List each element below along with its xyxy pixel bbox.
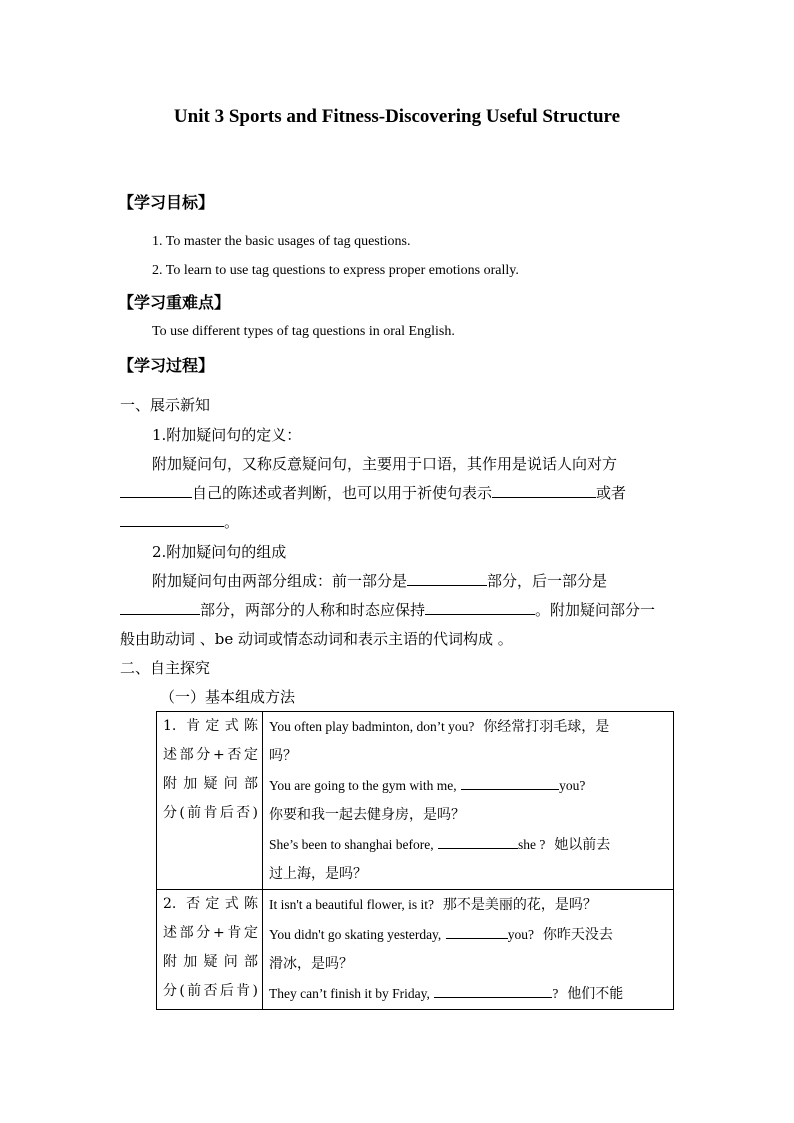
- answer-blank[interactable]: [120, 483, 192, 498]
- example-line: You are going to the gym with me, you?: [269, 771, 667, 801]
- composition-line-1: 附加疑问句由两部分组成：前一部分是 部分，后一部分是: [152, 572, 608, 590]
- key-points-heading: 【学习重难点】: [118, 293, 231, 312]
- definition-line-3: 。: [120, 511, 239, 532]
- example-line: You often play badminton, don’t you? 你经常打羽毛球，是: [269, 719, 610, 735]
- example-line: You didn't go skating yesterday, you? 你昨天没去: [269, 920, 667, 950]
- objectives-heading: 【学习目标】: [118, 193, 215, 212]
- process-heading: 【学习过程】: [118, 356, 215, 375]
- examples-cell: [263, 712, 674, 890]
- table-row: [157, 890, 674, 1010]
- category-line: 述部分+否定: [163, 747, 258, 763]
- composition-title: 2.附加疑问句的组成: [152, 543, 287, 561]
- example-line: She’s been to shanghai before, she ? 她以前去: [269, 830, 667, 860]
- category-line: 分(前否后肯): [163, 983, 258, 999]
- answer-blank[interactable]: [120, 512, 224, 527]
- answer-blank[interactable]: [492, 483, 596, 498]
- category-line: 2. 否定式陈: [163, 896, 258, 912]
- page-title: Unit 3 Sports and Fitness-Discovering Useful Structure: [173, 106, 621, 127]
- tag-question-table: [156, 711, 674, 1010]
- answer-blank[interactable]: [434, 983, 552, 998]
- key-points-text: To use different types of tag questions in oral English.: [152, 324, 455, 339]
- answer-blank[interactable]: [438, 834, 518, 849]
- objective-item-1: 1. To master the basic usages of tag questions.: [152, 234, 411, 249]
- part1-label: 一、展示新知: [120, 396, 211, 414]
- answer-blank[interactable]: [407, 571, 487, 586]
- part2-label: 二、自主探究: [120, 659, 211, 677]
- answer-blank[interactable]: [120, 600, 200, 615]
- definition-line-1: 附加疑问句，又称反意疑问句，主要用于口语，其作用是说话人向对方: [152, 455, 618, 473]
- category-line: 述部分+肯定: [163, 925, 258, 941]
- category-line: 1. 肯定式陈: [163, 718, 258, 734]
- answer-blank[interactable]: [446, 924, 508, 939]
- answer-blank[interactable]: [425, 600, 535, 615]
- composition-line-3: 般由助动词 、be 动词或情态动词和表示主语的代词构成 。: [120, 630, 513, 648]
- category-cell: [157, 712, 263, 890]
- table-row: [157, 712, 674, 890]
- example-line: 吗？: [269, 748, 297, 764]
- answer-blank[interactable]: [461, 775, 559, 790]
- example-line: They can’t finish it by Friday, ? 他们不能: [269, 979, 667, 1009]
- definition-title: 1.附加疑问句的定义：: [152, 426, 302, 444]
- example-line: 过上海，是吗？: [269, 866, 367, 882]
- composition-line-2: 部分，两部分的人称和时态应保持 。附加疑问部分一: [120, 599, 655, 620]
- example-line: 滑冰，是吗？: [269, 956, 353, 972]
- category-line: 附加疑问部: [163, 776, 258, 792]
- category-line: 分(前肯后否): [163, 805, 258, 821]
- example-line: 你要和我一起去健身房，是吗？: [269, 807, 465, 823]
- category-cell: [157, 890, 263, 1010]
- definition-line-2: 自己的陈述或者判断，也可以用于祈使句表示 或者: [120, 482, 626, 503]
- examples-cell: [263, 890, 674, 1010]
- objective-item-2: 2. To learn to use tag questions to express proper emotions orally.: [152, 263, 519, 278]
- part2-sub-label: （一）基本组成方法: [160, 688, 296, 706]
- category-line: 附加疑问部: [163, 954, 258, 970]
- example-line: It isn't a beautiful flower, is it? 那不是美丽的花，是吗？: [269, 897, 597, 913]
